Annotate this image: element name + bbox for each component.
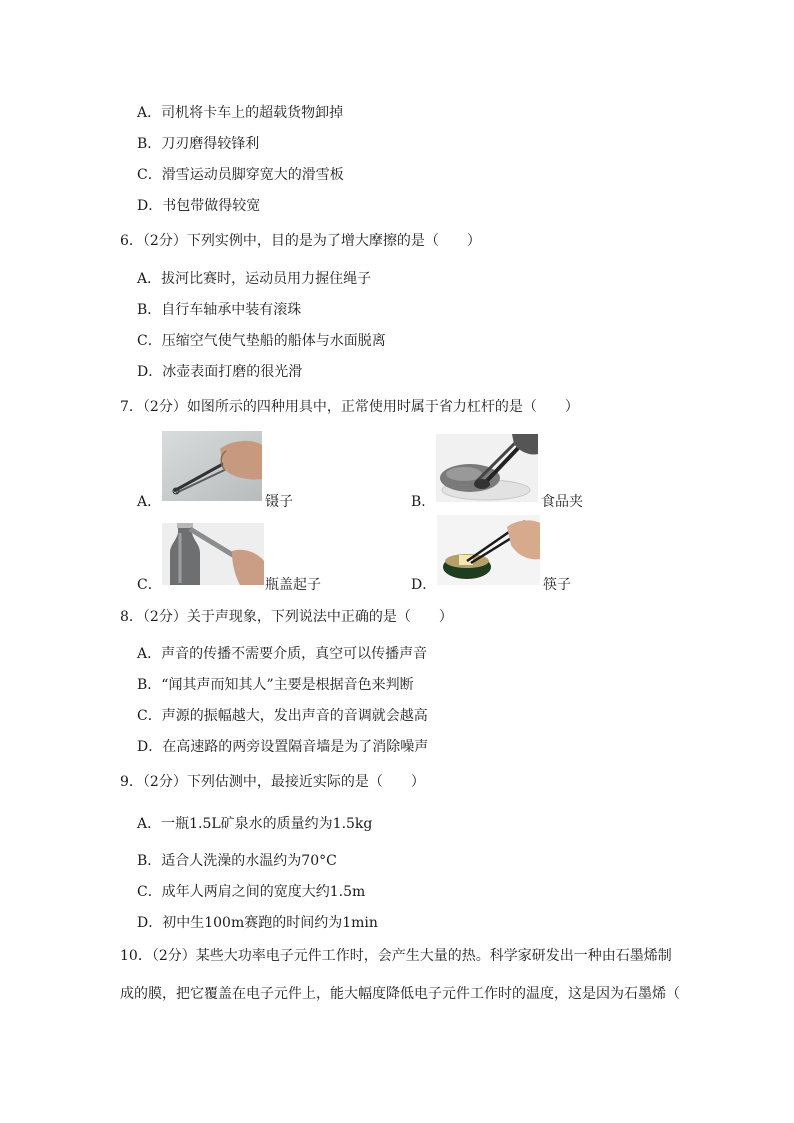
bottle-opener-image <box>162 523 264 585</box>
q6-stem: 6．（2分）下列实例中，目的是为了增大摩擦的是（ ） <box>120 233 481 249</box>
q5-option-c: C．滑雪运动员脚穿宽大的滑雪板 <box>137 167 344 183</box>
q7-stem: 7．（2分）如图所示的四种用具中，正常使用时属于省力杠杆的是（ ） <box>120 399 579 415</box>
q7-option-c-letter: C． <box>137 577 162 593</box>
q7-option-a-caption: 镊子 <box>265 494 293 510</box>
q5-option-d: D．书包带做得较宽 <box>137 198 261 214</box>
q8-option-d: D．在高速路的两旁设置隔音墙是为了消除噪声 <box>137 739 429 755</box>
q9-option-a: A．一瓶1.5L矿泉水的质量约为1.5kg <box>137 816 373 832</box>
q6-option-b: B．自行车轴承中装有滚珠 <box>137 302 302 318</box>
q9-option-b: B．适合人洗澡的水温约为70°C <box>137 853 337 869</box>
q7-option-a-letter: A． <box>137 494 162 510</box>
q9-stem: 9．（2分）下列估测中，最接近实际的是（ ） <box>120 774 425 790</box>
q6-option-d: D．冰壶表面打磨的很光滑 <box>137 364 303 380</box>
q9-option-c: C．成年人两肩之间的宽度大约1.5m <box>137 884 366 900</box>
q6-option-c: C．压缩空气使气垫船的船体与水面脱离 <box>137 333 386 349</box>
q10-stem-line-2: 成的膜，把它覆盖在电子元件上，能大幅度降低电子元件工作时的温度，这是因为石墨烯（ <box>120 986 680 1002</box>
q7-option-c-caption: 瓶盖起子 <box>265 577 321 593</box>
q8-stem: 8．（2分）关于声现象，下列说法中正确的是（ ） <box>120 609 453 625</box>
q7-option-d-caption: 筷子 <box>543 577 571 593</box>
chopsticks-image <box>437 515 540 585</box>
q6-option-a: A．拔河比赛时，运动员用力握住绳子 <box>137 271 372 287</box>
q7-option-b-letter: B． <box>411 494 436 510</box>
food-tongs-image <box>436 434 538 502</box>
q7-option-d-letter: D． <box>411 577 437 593</box>
q8-option-b: B．“闻其声而知其人”主要是根据音色来判断 <box>137 677 414 693</box>
q5-option-a: A．司机将卡车上的超载货物卸掉 <box>137 105 344 121</box>
q8-option-c: C．声源的振幅越大，发出声音的音调就会越高 <box>137 708 428 724</box>
q5-option-b: B．刀刃磨得较锋利 <box>137 136 260 152</box>
q7-option-b-caption: 食品夹 <box>541 494 583 510</box>
q9-option-d: D．初中生100m赛跑的时间约为1min <box>137 915 378 931</box>
q8-option-a: A．声音的传播不需要介质，真空可以传播声音 <box>137 646 428 662</box>
q10-stem-line-1: 10．（2分）某些大功率电子元件工作时，会产生大量的热。科学家研发出一种由石墨烯制 <box>120 948 672 964</box>
tweezers-image <box>162 431 262 501</box>
